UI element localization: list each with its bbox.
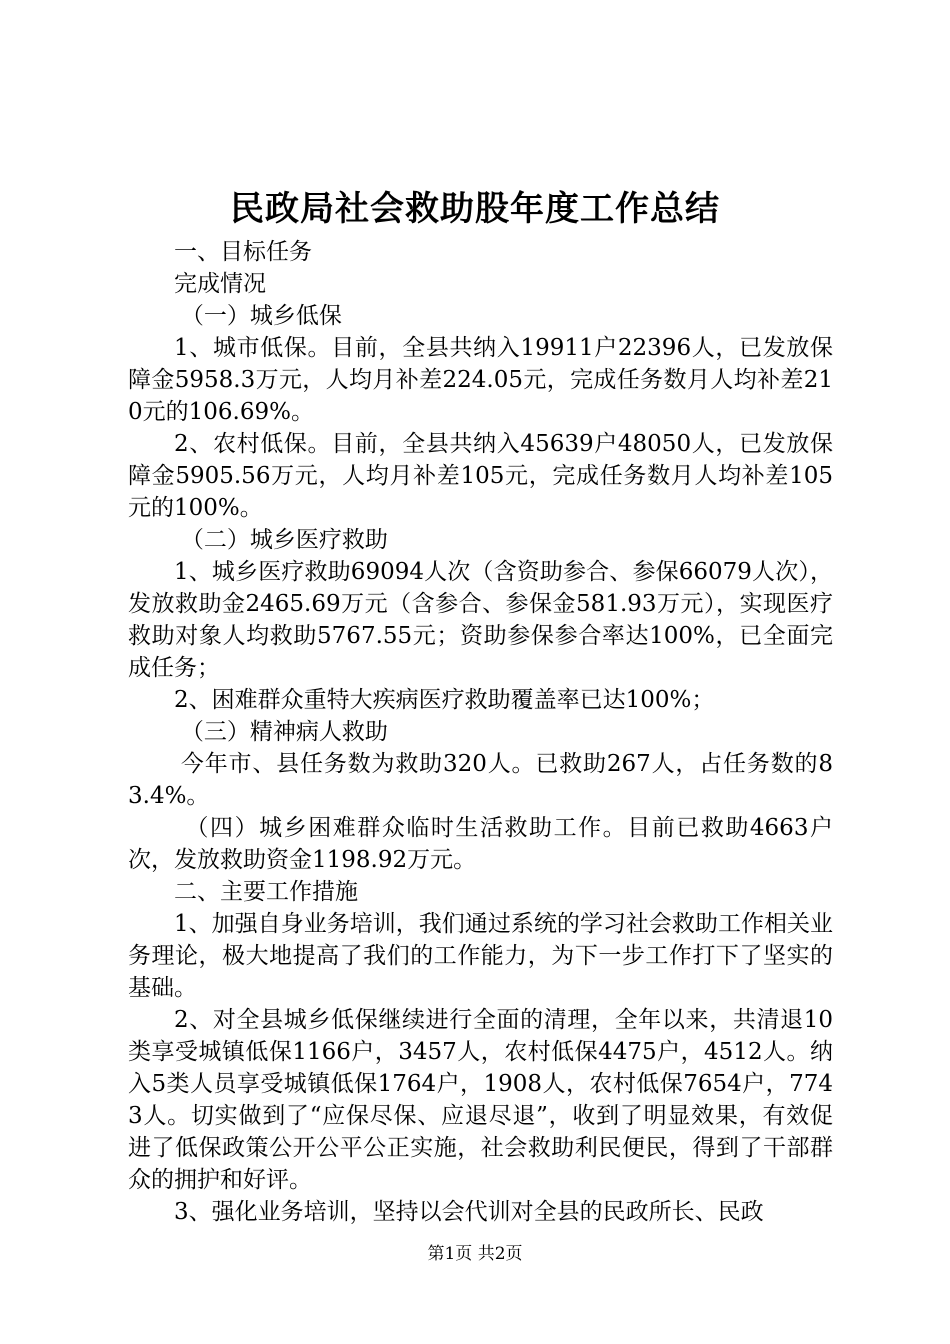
- paragraph: 1、城乡医疗救助69094人次（含资助参合、参保66079人次），发放救助金2465.69万元（含参合、参保金581.93万元），实现医疗救助对象人均救助5767.55元；资助参保参合率达100%，已全面完成任务；: [128, 559, 833, 681]
- paragraph: 2、对全县城乡低保继续进行全面的清理，全年以来，共清退10类享受城镇低保1166户，3457人，农村低保4475户，4512人。纳入5类人员享受城镇低保1764户，1908人，农村低保7654户，7743人。切实做到了“应保尽保、应退尽退”，收到了明显效果，有效促进了低保政策公开公平公正实施，社会救助利民便民，得到了干部群众的拥护和好评。: [128, 1007, 833, 1193]
- page-footer: 第1页 共2页: [427, 1244, 523, 1264]
- paragraph: 1、加强自身业务培训，我们通过系统的学习社会救助工作相关业务理论，极大地提高了我们的工作能力，为下一步工作打下了坚实的基础。: [128, 911, 833, 1001]
- paragraph: 今年市、县任务数为救助320人。已救助267人，占任务数的83.4%。: [128, 751, 833, 809]
- subsection-heading: （二）城乡医疗救助: [180, 527, 388, 553]
- paragraph: 2、困难群众重特大疾病医疗救助覆盖率已达100%；: [174, 687, 715, 713]
- subsection-heading: （一）城乡低保: [180, 303, 342, 329]
- subsection-heading: （三）精神病人救助: [180, 719, 388, 745]
- section-heading: 二、主要工作措施: [174, 879, 358, 905]
- paragraph: 3、强化业务培训，坚持以会代训对全县的民政所长、民政: [174, 1199, 764, 1225]
- paragraph: 2、农村低保。目前，全县共纳入45639户48050人，已发放保障金5905.56万元，人均月补差105元，完成任务数月人均补差105元的100%。: [128, 431, 833, 521]
- paragraph: （四）城乡困难群众临时生活救助工作。目前已救助4663户次，发放救助资金1198.92万元。: [128, 815, 833, 873]
- document-title: 民政局社会救助股年度工作总结: [230, 189, 720, 229]
- section-heading: 一、目标任务: [174, 239, 312, 265]
- document-body: [128, 236, 833, 1228]
- section-subheading: 完成情况: [174, 271, 266, 297]
- paragraph: 1、城市低保。目前，全县共纳入19911户22396人，已发放保障金5958.3万元，人均月补差224.05元，完成任务数月人均补差210元的106.69%。: [128, 335, 833, 425]
